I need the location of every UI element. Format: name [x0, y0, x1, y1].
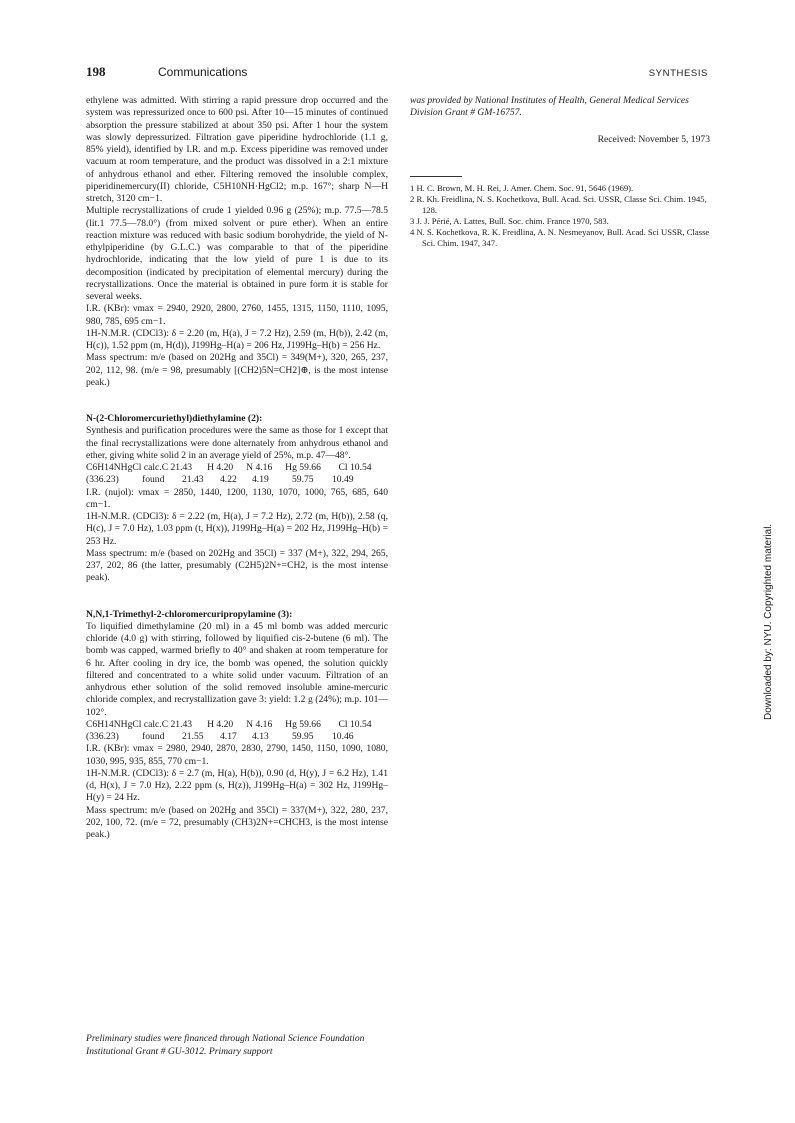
footnote: 1 H. C. Brown, M. H. Rei, J. Amer. Chem. Soc. 91, 5646 (1969).: [410, 182, 634, 193]
footnote: 2 R. Kh. Freidlina, N. S. Kochetkova, Bull. Acad. Sci. USSR, Classe Sci. Chim. 1945, 128.: [410, 193, 707, 215]
compound2-analysis: [86, 462, 388, 474]
footnote: 3 J. J. Périé, A. Lattes, Bull. Soc. chim. France 1970, 583.: [410, 215, 609, 226]
analysis-cell: 10.46: [332, 731, 354, 742]
analysis-cell: H 4.20: [207, 718, 234, 730]
analysis-cell: 59.95: [292, 731, 314, 742]
section-title: Communications: [158, 65, 248, 79]
received-date: Received: November 5, 1973: [597, 133, 710, 145]
compound1-recrystallization: Multiple recrystallizations of crude 1 yielded 0.96 g (25%); m.p. 77.5—78.5 (lit.1 77.5—78.0°) (from mixed solvent or pure ether). When an entire reaction mixture was reduced with basic sodium borohydride, the yield of N-ethylpiperidine (by G.L.C.) was comparable to that of the piperidine hydrochloride, indicating that the low yield of pure 1 is due to its decomposition (indicated by precipitation of elemental mercury) during the recrystallizations. Once the material is obtained in pure form it is stable for several weeks.: [86, 205, 388, 302]
compound1-nmr: 1H-N.M.R. (CDCl3): δ = 2.20 (m, H(a), J = 7.2 Hz), 2.59 (m, H(b)), 2.42 (m, H(c)), 1.52 ppm (m, H(d)), J199Hg–H(a) = 206 Hz, J199Hg–H(b) = 256 Hz.: [86, 327, 388, 351]
analysis-cell: 4.22: [220, 474, 237, 486]
analysis-cell: N 4.16: [246, 462, 273, 473]
compound1-paragraph: ethylene was admitted. With stirring a rapid pressure drop occurred and the system was repressurized once to 600 psi. After 10—15 minutes of continued absorption the pressure stabilized at about 350 psi. After 1 hour the system was slowly depressurized. Filtration gave piperidine hydrochloride (1.1 g, 85% yield), identified by I.R. and m.p. Excess piperidine was removed under vacuum at room temperature, and the product was dissolved in a 2:1 mixture of anhydrous ethanol and ether. Filtering removed the insoluble complex, piperidinemercury(II) chloride, C5H10NH·HgCl2; m.p. 167°; sharp N—H stretch, 3120 cm−1.: [86, 95, 388, 204]
analysis-cell: 21.55: [182, 731, 204, 742]
compound3-paragraph: To liquified dimethylamine (20 ml) in a 45 ml bomb was added mercuric chloride (4.0 g) with stirring, followed by liquified cis-2-butene (6 ml). The bomb was capped, warmed briefly to 40° and shaken at room temperature for 6 hr. After cooling in dry ice, the bomb was opened, the solution quickly filtered and concentrated to a white solid under vacuum. Filtration of an anhydrous ether solution of the solid removed insoluble amine-mercuric chloride complex, and recrystallization gave 3: yield: 1.2 g (24%); m.p. 101—102°.: [86, 620, 388, 718]
compound2-paragraph: Synthesis and purification procedures were the same as those for 1 except that the final recrystallizations were done alternately from anhydrous ethanol and ether, giving white solid 2 in an average yield of 25%, m.p. 47—48°.: [86, 425, 388, 461]
left-column: [86, 95, 388, 841]
analysis-cell: found: [142, 474, 165, 486]
analysis-cell: C6H14NHgCl calc.: [86, 718, 162, 730]
compound2-heading: N-(2-Chloromercuriethyl)diethylamine (2):: [86, 413, 263, 424]
analysis-cell: Hg 59.66: [285, 718, 321, 730]
journal-name: SYNTHESIS: [648, 68, 708, 79]
analysis-cell: Cl 10.54: [338, 462, 372, 473]
footnote-rule: [410, 176, 462, 177]
analysis-cell: 4.19: [252, 474, 269, 486]
analysis-cell: Hg 59.66: [285, 462, 321, 473]
download-watermark: Downloaded by: NYU. Copyrighted material.: [763, 523, 774, 720]
analysis-cell: C 21.43: [161, 462, 193, 473]
funding-note: Preliminary studies were financed through National Science Foundation Institutional Grant # GU-3012. Primary support: [86, 1033, 365, 1057]
analysis-cell: Cl 10.54: [338, 718, 372, 730]
analysis-cell: 10.49: [332, 474, 354, 486]
compound1-ir: I.R. (KBr): νmax = 2940, 2920, 2800, 2760, 1455, 1315, 1150, 1110, 1095, 980, 785, 695 cm−1.: [86, 303, 388, 327]
funding-note-continued: was provided by National Institutes of Health, General Medical Services Division Grant # GM-16757.: [410, 95, 689, 119]
right-column: [410, 95, 710, 249]
analysis-cell: 21.43: [182, 474, 204, 486]
page-number: 198: [86, 64, 106, 79]
compound3-mass-spectrum: Mass spectrum: m/e (based on 202Hg and 35Cl) = 337(M+), 322, 280, 237, 202, 100, 72. (m/e = 72, presumably (CH3)2N+=CHCH3, is the most intense peak.): [86, 804, 388, 840]
analysis-cell: (336.23): [86, 731, 119, 742]
analysis-cell: 4.17: [220, 731, 237, 742]
compound1-mass-spectrum: Mass spectrum: m/e (based on 202Hg and 35Cl) = 349(M+), 320, 265, 237, 202, 112, 98. (m/e = 98, presumably [(CH2)5N=CH2]⊕, is the most intense peak.): [86, 352, 388, 388]
analysis-cell: found: [142, 731, 165, 742]
analysis-cell: 59.75: [292, 474, 314, 486]
compound2-analysis-found: [86, 474, 388, 486]
compound3-analysis: [86, 719, 388, 731]
compound3-heading: N,N,1-Trimethyl-2-chloromercuripropylamine (3):: [86, 608, 293, 620]
footnote: 4 N. S. Kochetkova, R. K. Freidlina, A. N. Nesmeyanov, Bull. Acad. Sci USSR, Classe Sci. Chim. 1947, 347.: [410, 226, 710, 248]
analysis-cell: C 21.43: [161, 718, 193, 730]
analysis-cell: (336.23): [86, 474, 119, 486]
analysis-cell: H 4.20: [207, 462, 234, 473]
compound2-nmr: 1H-N.M.R. (CDCl3): δ = 2.22 (m, H(a), J = 7.2 Hz), 2.72 (m, H(b)), 2.58 (q, H(c), J = 7.0 Hz), 1.03 ppm (t, H(x)), J199Hg–H(a) = 202 Hz, J199Hg–H(b) = 253 Hz.: [86, 511, 388, 547]
analysis-cell: 4.13: [252, 731, 269, 742]
compound2-mass-spectrum: Mass spectrum: m/e (based on 202Hg and 35Cl) = 337 (M+), 322, 294, 265, 237, 202, 86 (the latter, presumably (C2H5)2N+=CH2, is the most intense peak).: [86, 547, 388, 584]
analysis-cell: N 4.16: [246, 718, 273, 730]
compound3-analysis-found: [86, 731, 388, 743]
analysis-cell: C6H14NHgCl calc.: [86, 462, 162, 473]
compound2-ir: I.R. (nujol): νmax = 2850, 1440, 1200, 1130, 1070, 1000, 765, 685, 640 cm−1.: [86, 486, 388, 510]
compound3-nmr: 1H-N.M.R. (CDCl3): δ = 2.7 (m, H(a), H(b)), 0.90 (d, H(y), J = 6.2 Hz), 1.41 (d, H(x), J = 7.0 Hz), 2.22 ppm (s, H(z)), J199Hg–H(a) = 302 Hz, J199Hg–H(y) = 24 Hz.: [86, 767, 388, 804]
compound3-ir: I.R. (KBr): νmax = 2980, 2940, 2870, 2830, 2790, 1450, 1150, 1090, 1080, 1030, 995, 935, 855, 770 cm−1.: [86, 743, 388, 767]
